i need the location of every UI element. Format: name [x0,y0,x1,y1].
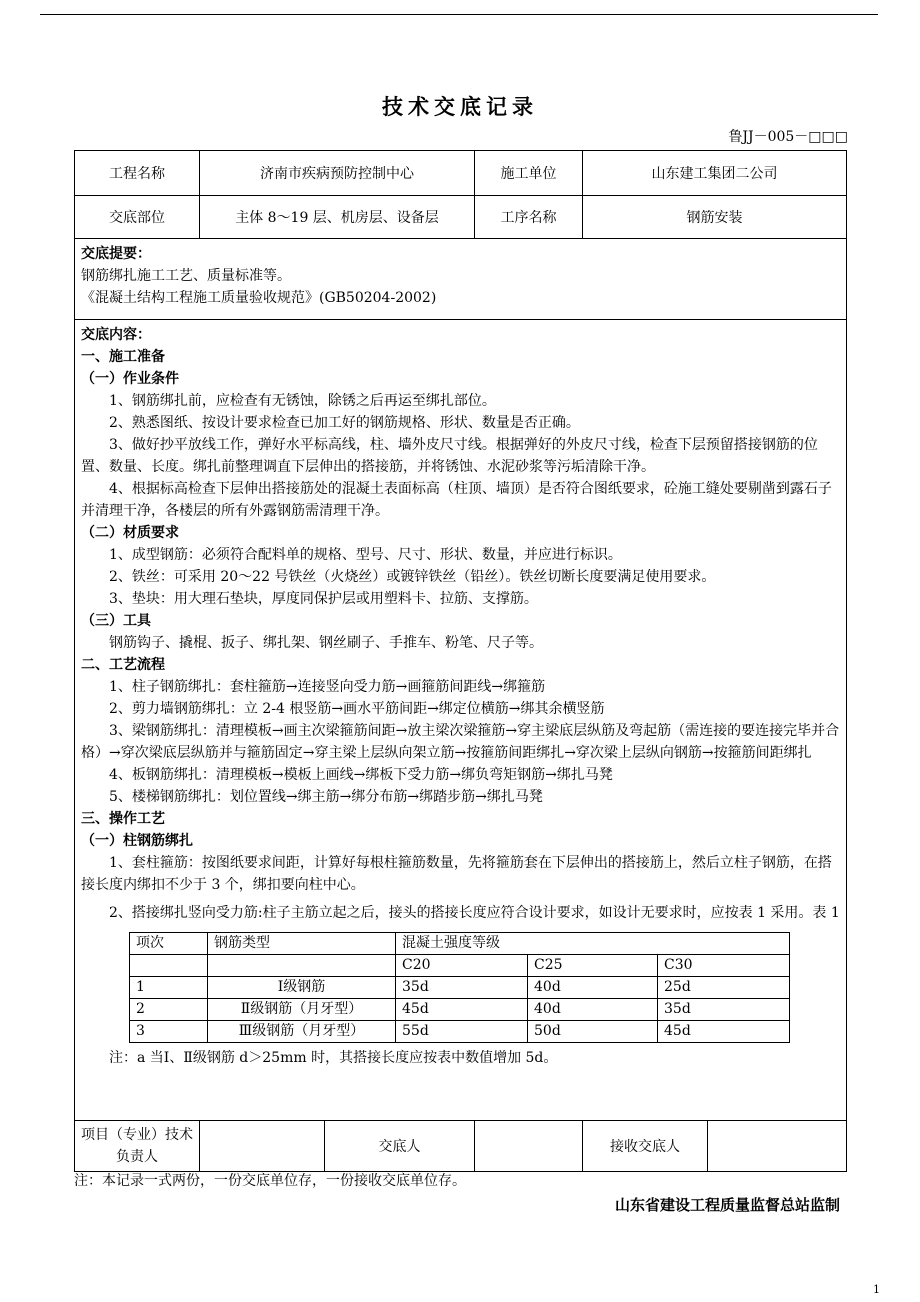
row-value: 45d [396,999,528,1021]
form-code: 鲁JJ－005－□□□ [728,129,848,145]
paragraph: 5、楼梯钢筋绑扎：划位置线→绑主筋→绑分布筋→绑踏步筋→绑扎马凳 [109,789,543,805]
row-value: 25d [658,977,790,999]
row-no: 2 [130,999,208,1021]
top-rule [40,14,878,15]
section-heading: 三、操作工艺 [81,811,165,827]
row-no: 1 [130,977,208,999]
receiver-signature [708,1121,847,1172]
section-heading: 二、工艺流程 [81,657,165,673]
summary-line: 《混凝土结构工程施工质量验收规范》(GB50204-2002) [81,290,437,306]
contractor-label: 施工单位 [475,151,583,196]
content-section [75,320,847,1121]
table-header-grade: 混凝土强度等级 [396,933,790,955]
paragraph: 3、梁钢筋绑扎：清理模板→画主次梁箍筋间距→放主梁次梁箍筋→穿主梁底层纵筋及弯起筋（需连接的要连接完毕并合格）→穿次梁底层纵筋并与箍筋固定→穿主梁上层纵向架立筋→按箍筋间距绑扎→穿次梁上层纵向钢筋→按箍筋间距绑扎 [81,723,840,761]
paragraph: 2、铁丝：可采用 20～22 号铁丝（火烧丝）或镀锌铁丝（铅丝）。铁丝切断长度要满足使用要求。 [109,569,716,585]
table-cell [130,955,208,977]
table-header-no: 项次 [130,933,208,955]
record-note: 注：本记录一式两份，一份交底单位存，一份接收交底单位存。 [74,1173,466,1189]
content-heading: 交底内容： [81,327,151,343]
row-type: Ⅲ级钢筋（月牙型） [208,1021,396,1043]
lap-length-table [129,932,790,1043]
contractor-value: 山东建工集团二公司 [583,151,847,196]
page-number: 1 [873,1283,880,1296]
table-row [130,1021,790,1043]
paragraph: 4、根据标高检查下层伸出搭接筋处的混凝土表面标高（柱顶、墙顶）是否符合图纸要求，砼施工缝处要剔凿到露石子并清理干净，各楼层的所有外露钢筋需清理干净。 [81,481,832,519]
row-value: 40d [528,977,658,999]
table-row [130,977,790,999]
row-value: 55d [396,1021,528,1043]
row-value: 50d [528,1021,658,1043]
discloser-signature [475,1121,583,1172]
paragraph: 4、板钢筋绑扎：清理模板→模板上画线→绑板下受力筋→绑负弯矩钢筋→绑扎马凳 [109,767,613,783]
row-type: Ⅰ级钢筋 [208,977,396,999]
row-value: 35d [658,999,790,1021]
table-cell [208,955,396,977]
table-header-type: 钢筋类型 [208,933,396,955]
project-name-label: 工程名称 [75,151,200,196]
summary-section [75,239,847,320]
tech-lead-label: 项目（专业）技术负责人 [75,1121,200,1172]
paragraph: 3、垫块：用大理石垫块，厚度同保护层或用塑料卡、拉筋、支撑筋。 [109,591,538,607]
paragraph: 2、熟悉图纸、按设计要求检查已加工好的钢筋规格、形状、数量是否正确。 [109,415,580,431]
subsection-heading: （二）材质要求 [81,525,179,541]
grade-c30: C30 [658,955,790,977]
table-note: 注：a 当Ⅰ、Ⅱ级钢筋 d＞25mm 时，其搭接长度应按表中数值增加 5d。 [109,1050,558,1066]
receiver-label: 接收交底人 [583,1121,708,1172]
subsection-heading: （三）工具 [81,613,151,629]
row-type: Ⅱ级钢筋（月牙型） [208,999,396,1021]
disclosure-form [74,150,847,1172]
disclosure-part-value: 主体 8～19 层、机房层、设备层 [200,196,475,239]
row-value: 45d [658,1021,790,1043]
project-name-value: 济南市疾病预防控制中心 [200,151,475,196]
process-name-value: 钢筋安装 [583,196,847,239]
summary-line: 钢筋绑扎施工工艺、质量标准等。 [81,268,291,284]
subsection-heading: （一）作业条件 [81,371,179,387]
grade-c25: C25 [528,955,658,977]
row-no: 3 [130,1021,208,1043]
paragraph: 2、剪力墙钢筋绑扎：立 2-4 根竖筋→画水平筋间距→绑定位横筋→绑其余横竖筋 [109,701,605,717]
paragraph: 2、搭接绑扎竖向受力筋:柱子主筋立起之后，接头的搭接长度应符合设计要求，如设计无要求时，应按表 1 采用。表 1 [109,905,840,921]
paragraph: 1、套柱箍筋：按图纸要求间距，计算好每根柱箍筋数量，先将箍筋套在下层伸出的搭接筋上，然后立柱子钢筋，在搭接长度内绑扣不少于 3 个，绑扣要向柱中心。 [81,855,832,893]
grade-c20: C20 [396,955,528,977]
disclosure-part-label: 交底部位 [75,196,200,239]
tech-lead-signature [200,1121,325,1172]
row-value: 40d [528,999,658,1021]
process-name-label: 工序名称 [475,196,583,239]
discloser-label: 交底人 [325,1121,475,1172]
table-row [130,999,790,1021]
section-heading: 一、施工准备 [81,349,165,365]
summary-heading: 交底提要： [81,246,151,262]
row-value: 35d [396,977,528,999]
paragraph: 1、成型钢筋：必须符合配料单的规格、型号、尺寸、形状、数量，并应进行标识。 [109,547,622,563]
paragraph: 钢筋钩子、撬棍、扳子、绑扎架、钢丝刷子、手推车、粉笔、尺子等。 [109,635,543,651]
document-title: 技术交底记录 [382,95,538,119]
paragraph: 1、钢筋绑扎前，应检查有无锈蚀，除锈之后再运至绑扎部位。 [109,393,496,409]
paragraph: 3、做好抄平放线工作，弹好水平标高线，柱、墙外皮尺寸线。根据弹好的外皮尺寸线，检查下层预留搭接钢筋的位置、数量、长度。绑扎前整理调直下层伸出的搭接筋，并将锈蚀、水泥砂浆等污垢清除干净。 [81,437,818,475]
subsection-heading: （一）柱钢筋绑扎 [81,833,193,849]
supervision-label: 山东省建设工程质量监督总站监制 [614,1196,840,1214]
paragraph: 1、柱子钢筋绑扎：套柱箍筋→连接竖向受力筋→画箍筋间距线→绑箍筋 [109,679,546,695]
